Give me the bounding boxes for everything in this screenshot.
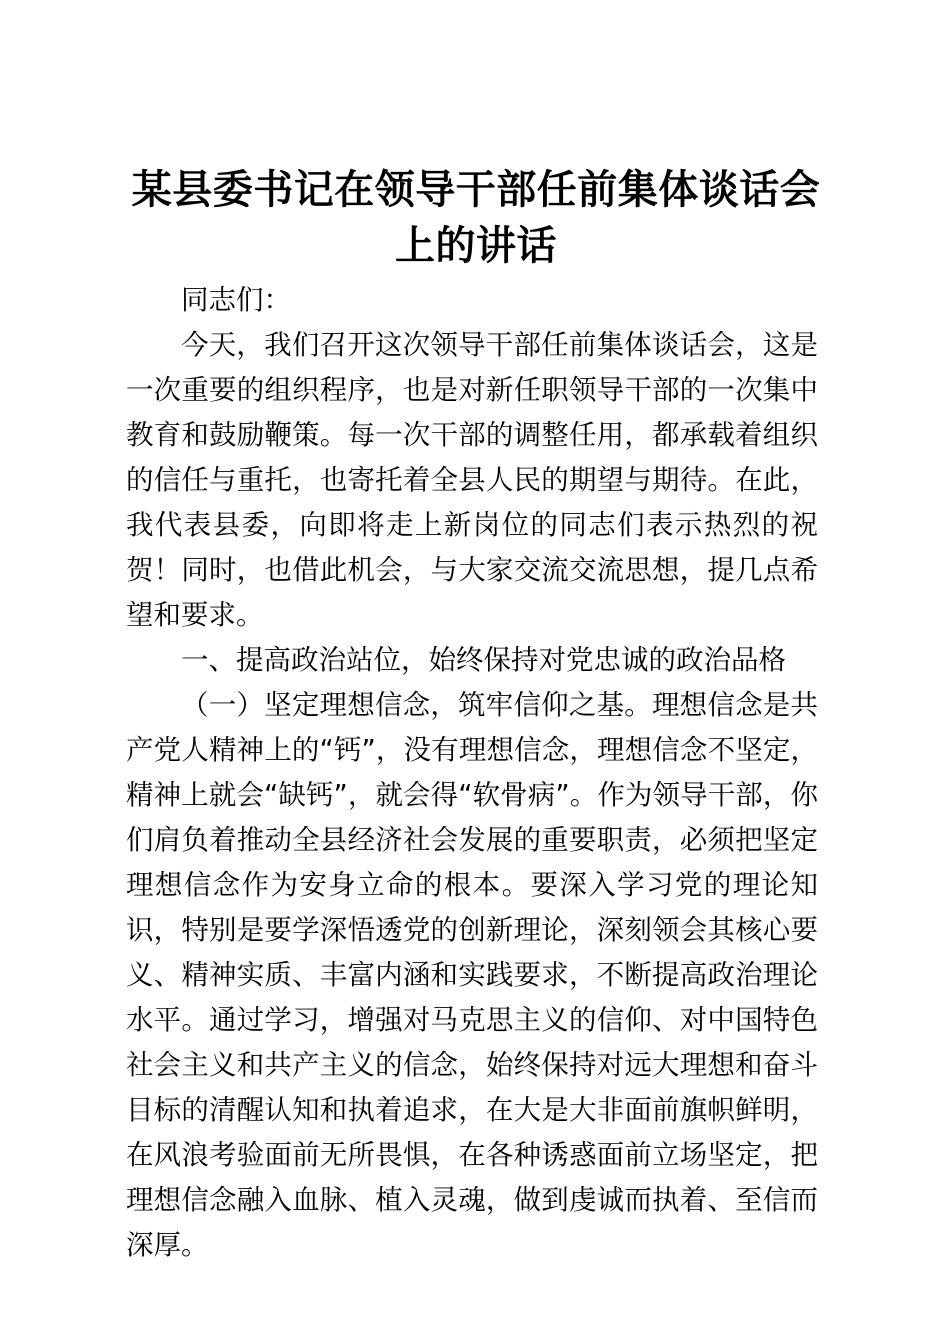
document-body: [126, 278, 818, 1268]
paragraph-1-1: （一）坚定理想信念，筑牢信仰之基。理想信念是共产党人精神上的“钙”，没有理想信念，理想信念不坚定，精神上就会“缺钙”，就会得“软骨病”。作为领导干部，你们肩负着推动全县经济社会发展的重要职责，必须把坚定理想信念作为安身立命的根本。要深入学习党的理论知识，特别是要学深悟透党的创新理论，深刻领会其核心要义、精神实质、丰富内涵和实践要求，不断提高政治理论水平。通过学习，增强对马克思主义的信仰、对中国特色社会主义和共产主义的信念，始终保持对远大理想和奋斗目标的清醒认知和执着追求，在大是大非面前旗帜鲜明，在风浪考验面前无所畏惧，在各种诱惑面前立场坚定，把理想信念融入血脉、植入灵魂，做到虔诚而执着、至信而深厚。: [126, 689, 818, 1261]
section-heading-1: 一、提高政治站位，始终保持对党忠诚的政治品格: [181, 644, 786, 676]
paragraph-intro: 今天，我们召开这次领导干部任前集体谈话会，这是一次重要的组织程序，也是对新任职领导干部的一次集中教育和鼓励鞭策。每一次干部的调整任用，都承载着组织的信任与重托，也寄托着全县人民的期望与期待。在此，我代表县委，向即将走上新岗位的同志们表示热烈的祝贺！同时，也借此机会，与大家交流交流思想，提几点希望和要求。: [126, 329, 818, 631]
salutation: 同志们：: [181, 284, 291, 316]
document-title: 某县委书记在领导干部任前集体谈话会上的讲话: [131, 166, 821, 269]
